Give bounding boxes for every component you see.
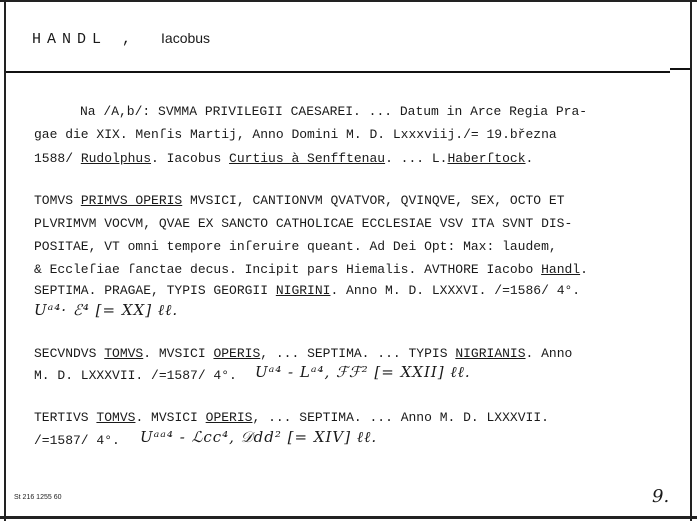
text-segment: . MVSICI — [143, 346, 214, 361]
entry-1-line-1: Na /A,b/: SVMMA PRIVILEGII CAESAREI. ... Datum in Arce Regia Pra- — [80, 104, 588, 119]
text-segment: . MVSICI — [135, 410, 206, 425]
text-segment: . — [580, 262, 588, 277]
entry-3-line-2: M. D. LXXXVII. /=1587/ 4°. — [34, 368, 237, 383]
text-segment: . Anno M. D. LXXXVI. /=1586/ 4°. — [330, 283, 581, 298]
underlined-name: NIGRIANIS — [455, 346, 526, 361]
entry-2-line-1 — [34, 193, 565, 209]
entry-2-line-2: PLVRIMVM VOCVM, QVAE EX SANCTO CATHOLICAE ECCLESIAE VSV ITA SVNT DIS- — [34, 216, 573, 231]
page-number: 9. — [652, 486, 670, 507]
card-reference-code: St 216 1255 60 — [14, 494, 62, 501]
author-given-name: Iacobus — [161, 30, 211, 46]
text-segment: TOMVS — [34, 193, 81, 208]
underlined-name: Curtius à Senfftenau — [229, 151, 386, 166]
entry-2-line-5 — [34, 283, 580, 299]
card-heading — [32, 30, 210, 48]
underlined-term: OPERIS — [213, 346, 261, 361]
entry-4-line-1 — [34, 410, 549, 426]
underlined-name: Rudolphus — [80, 151, 152, 166]
text-segment: . Anno — [525, 346, 573, 361]
author-surname: HANDL , — [32, 31, 138, 48]
entry-3-line-1 — [34, 346, 572, 362]
header-rule — [6, 71, 670, 73]
text-segment: . — [525, 151, 534, 166]
entry-2-handwritten-collation: Uᵃ⁴· ℰ⁴ [= XX] ℓℓ. — [34, 301, 179, 319]
entry-4-line-2: /=1587/ 4°. — [34, 433, 120, 448]
card-border-top — [0, 0, 697, 2]
text-segment: MVSICI, CANTIONVM QVATVOR, QVINQVE, SEX, OCTO ET — [182, 193, 565, 208]
underlined-name: Handl — [541, 262, 581, 277]
underlined-term: TOMVS — [104, 346, 144, 361]
entry-3-handwritten-collation: Uᵃ⁴ - Lᵃ⁴, ℱℱ² [= XXII] ℓℓ. — [255, 363, 471, 381]
entry-4-handwritten-collation: Uᵃᵃ⁴ - ℒcc⁴, 𝒟dd² [= XIV] ℓℓ. — [140, 428, 378, 446]
text-segment: . ... L. — [385, 151, 448, 166]
entry-2-line-4 — [34, 262, 588, 278]
underlined-term: TOMVS — [96, 410, 136, 425]
underlined-name: Haberſtock — [447, 151, 526, 166]
text-segment: TERTIVS — [34, 410, 97, 425]
text-segment: & Eccleſiae ſanctae decus. Incipit pars Hiemalis. AVTHORE Iacobo — [34, 262, 542, 277]
entry-2-line-3: POSITAE, VT omni tempore inſeruire queant. Ad Dei Opt: Max: laudem, — [34, 239, 557, 254]
underlined-term: OPERIS — [205, 410, 253, 425]
text-segment: SECVNDVS — [34, 346, 105, 361]
text-segment: , ... SEPTIMA. ... Anno M. D. LXXXVII. — [252, 410, 549, 425]
text-segment: SEPTIMA. PRAGAE, TYPIS GEORGII — [34, 283, 276, 298]
entry-1-line-2: gae die XIX. Menſis Martij, Anno Domini M. D. Lxxxviij./= 19.března — [34, 127, 557, 142]
card-border-right — [690, 0, 692, 521]
underlined-name: NIGRINI — [275, 283, 331, 298]
header-rule-tail — [670, 68, 690, 70]
card-border-left — [4, 0, 6, 521]
text-segment: 1588/ — [34, 151, 81, 166]
text-segment: , ... SEPTIMA. ... TYPIS — [260, 346, 456, 361]
card-border-bottom — [0, 516, 697, 519]
underlined-term: PRIMVS OPERIS — [80, 193, 183, 208]
text-segment: . Iacobus — [151, 151, 230, 166]
entry-1-line-3 — [34, 151, 533, 167]
